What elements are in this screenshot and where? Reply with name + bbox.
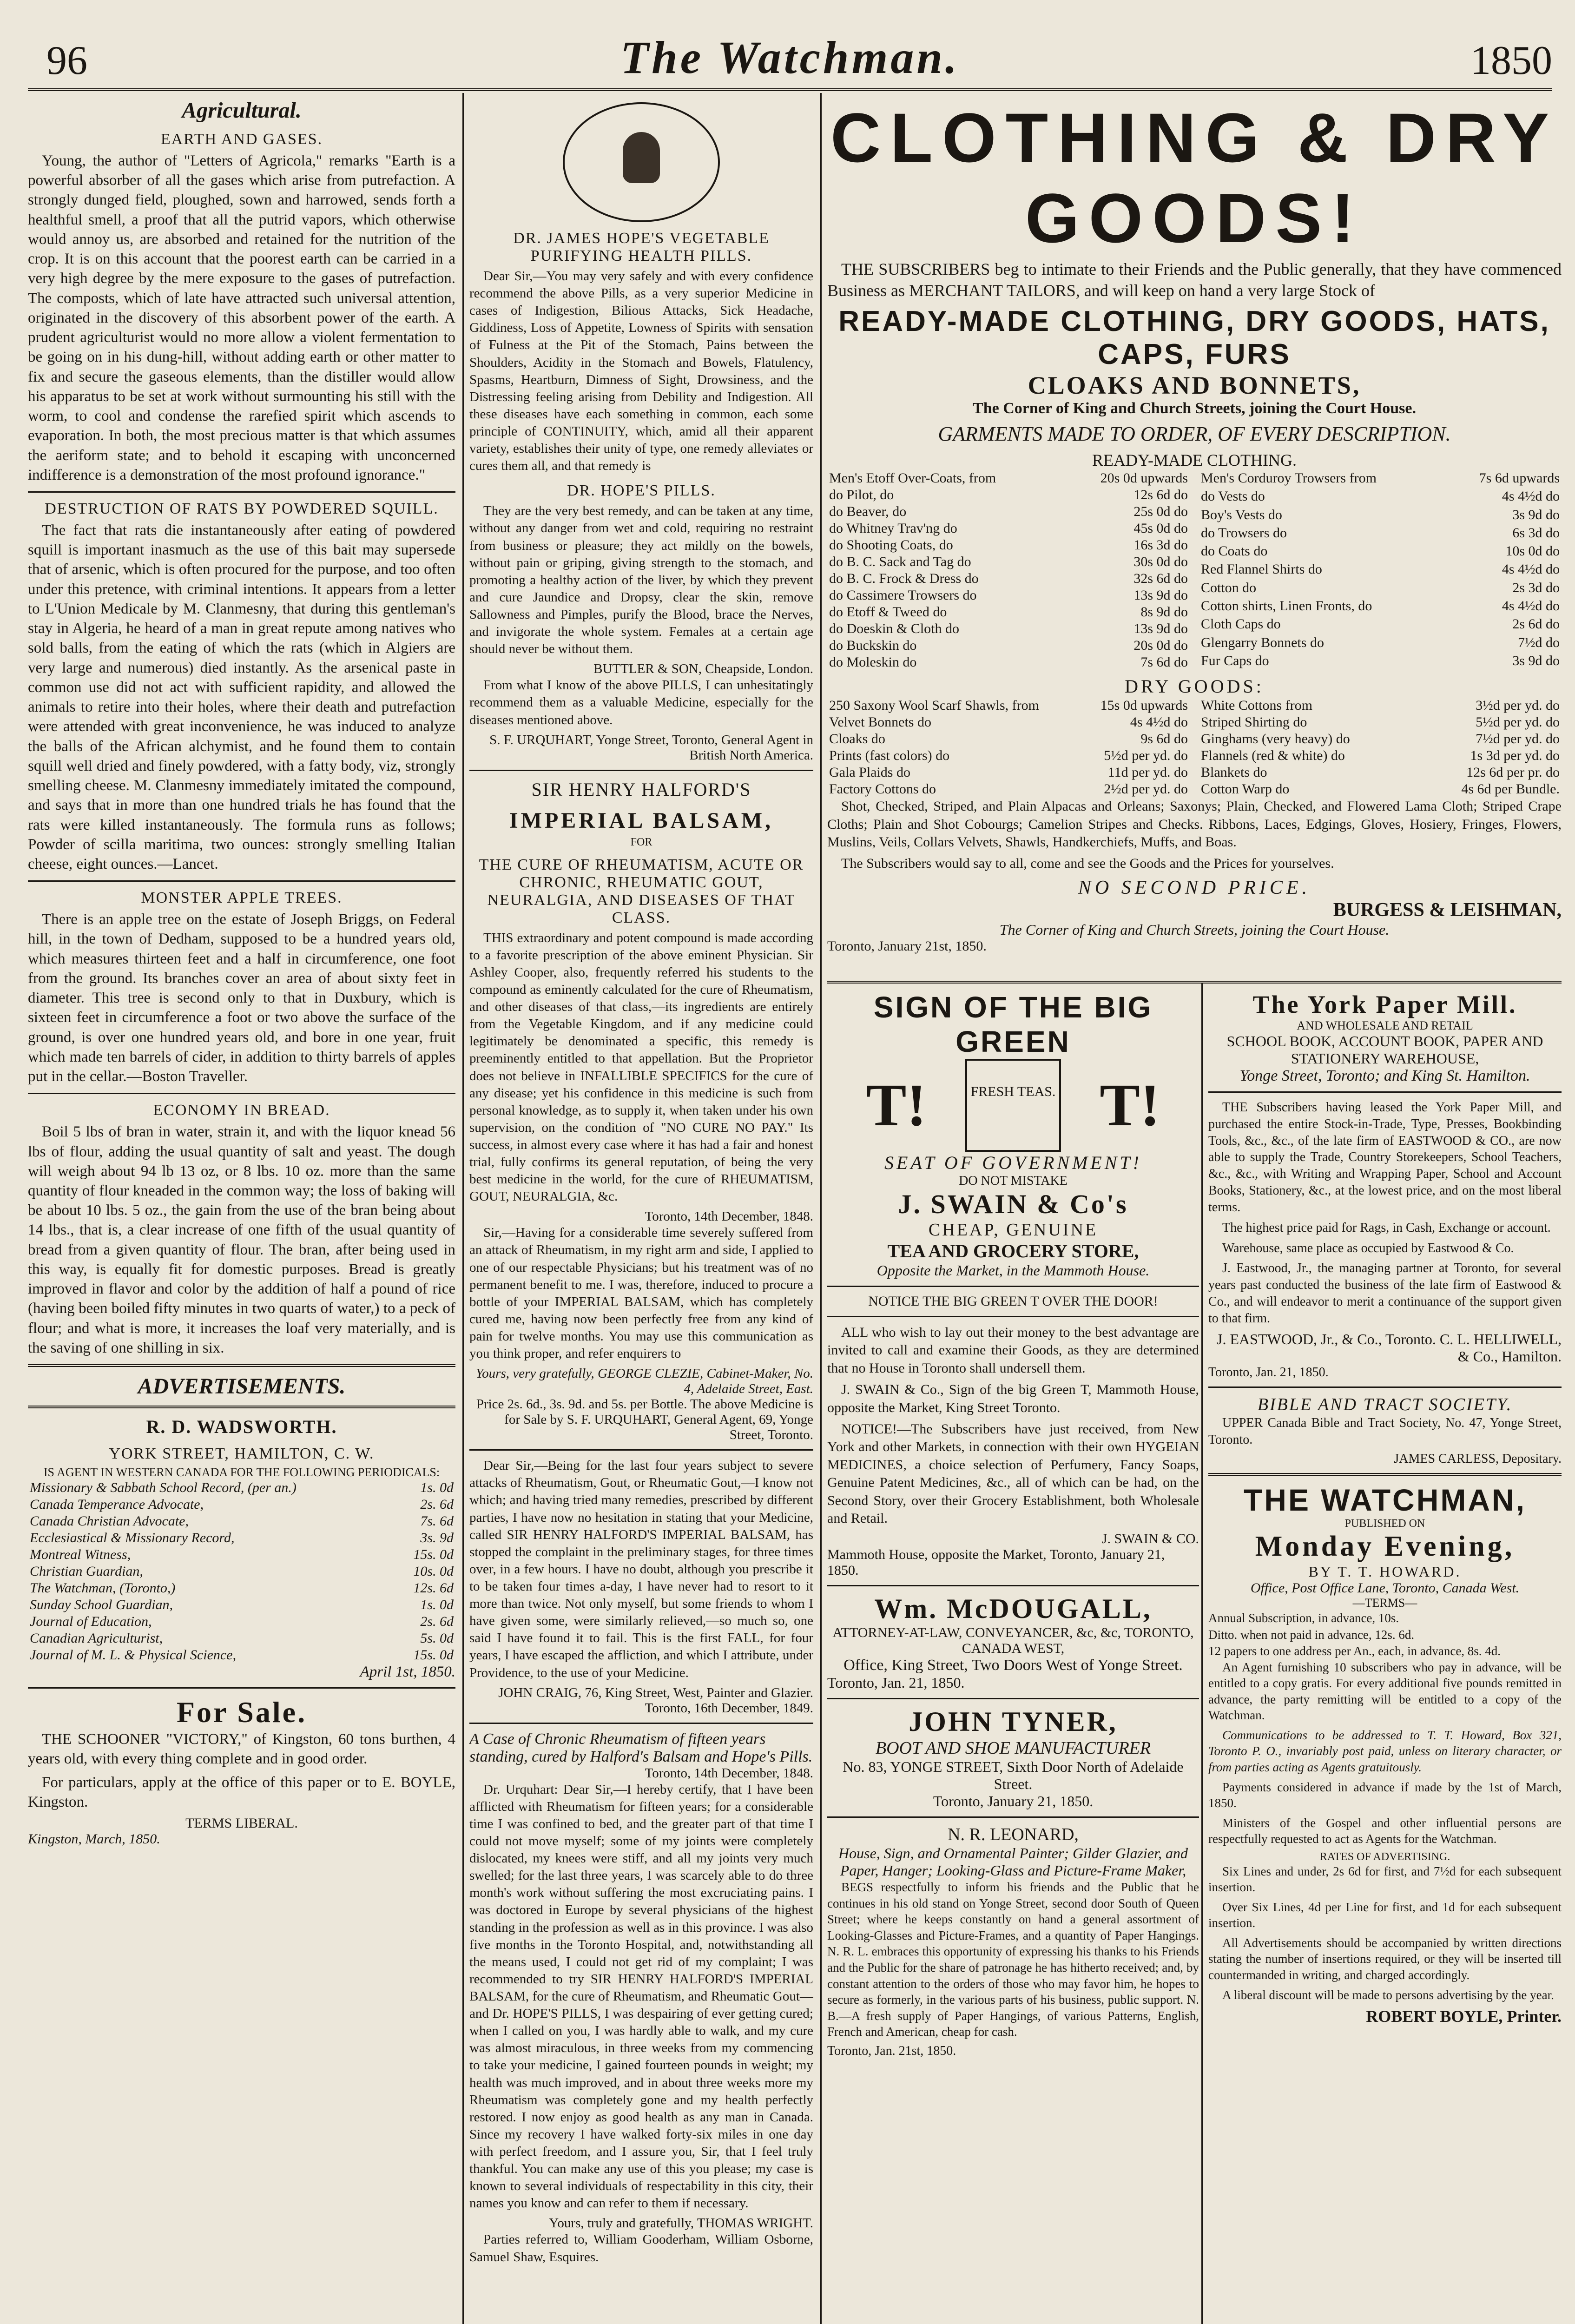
bible-text: UPPER Canada Bible and Tract Society, No. 47, Yonge Street, Toronto.: [1208, 1415, 1562, 1447]
periodicals-list: [28, 1479, 455, 1664]
tea-t-left: T!: [866, 1072, 927, 1139]
wadsworth-name: R. D. WADSWORTH.: [146, 1416, 337, 1438]
ready-made-row-cell: do Beaver, do: [829, 504, 907, 520]
watchman-title: THE WATCHMAN,: [1243, 1483, 1527, 1518]
tyner-date: Toronto, January 21, 1850.: [933, 1793, 1094, 1810]
pill-agent: S. F. URQUHART, Yonge Street, Toronto, General Agent in British North America.: [489, 732, 813, 763]
tea-store: TEA AND GROCERY STORE,: [887, 1241, 1139, 1261]
ready-made-row-cell: 3s 9d do: [1512, 653, 1560, 668]
dry-goods-row: [827, 697, 1190, 714]
watchman-agent-text: An Agent furnishing 10 subscribers who pay in advance, will be entitled to a copy gratis. For every additional five pounds remitted in advance, the party remitting will be entitled to a copy of the Watchman.: [1208, 1660, 1562, 1723]
york-text-4: J. Eastwood, Jr., the managing partner at Toronto, for several years past conducted the business of the late firm of Eastwood & Co., and will endeavor to merit a continuance of the support given to that firm.: [1208, 1261, 1562, 1326]
periodical-row-cell: 15s. 0d: [413, 1647, 454, 1663]
watchman-liberal: A liberal discount will be made to persons advertising by the year.: [1222, 1987, 1554, 2002]
ready-made-row-cell: 13s 9d do: [1133, 621, 1188, 637]
for-sale-terms: TERMS LIBERAL.: [185, 1816, 298, 1831]
periodical-row: [28, 1546, 455, 1563]
dry-goods-row-cell: 9s 6d do: [1140, 731, 1188, 747]
dry-goods-row-cell: Ginghams (very heavy) do: [1201, 731, 1350, 747]
dry-goods-row-cell: 12s 6d per pr. do: [1466, 765, 1560, 780]
ready-made-row-cell: Men's Etoff Over-Coats, from: [829, 470, 996, 486]
ready-made-row-cell: do Buckskin do: [829, 638, 917, 654]
ready-made-title: READY-MADE CLOTHING.: [1092, 451, 1297, 470]
portrait-medallion-icon: [563, 102, 720, 222]
ready-made-list-left: [827, 470, 1190, 671]
dry-goods-row-cell: Blankets do: [1201, 765, 1267, 780]
ready-made-row-cell: do Shooting Coats, do: [829, 537, 953, 553]
column-rule-3: [1201, 983, 1203, 2324]
periodical-row-cell: 1s. 0d: [420, 1480, 454, 1496]
york-text-3: Warehouse, same place as occupied by Eastwood & Co.: [1222, 1241, 1514, 1255]
column-paper-mill-watchman: [1208, 990, 1562, 2324]
periodical-row-cell: Missionary & Sabbath School Record, (per an.): [30, 1480, 297, 1496]
ready-made-row: [1199, 525, 1562, 543]
ready-made-row: [1199, 507, 1562, 525]
watchman-over-six: Over Six Lines, 4d per Line for first, and 1d for each subsequent insertion.: [1208, 1900, 1562, 1930]
ready-made-row: [827, 537, 1190, 554]
periodical-row: [28, 1647, 455, 1664]
dry-goods-row: [1199, 697, 1562, 714]
ready-made-row-cell: 12s 6d do: [1133, 487, 1188, 503]
ready-made-row-cell: Fur Caps do: [1201, 653, 1269, 668]
section-agricultural: Agricultural.: [182, 98, 302, 123]
bible-signature: JAMES CARLESS, Depositary.: [1394, 1452, 1562, 1466]
pill-text: Dear Sir,—You may very safely and with every confidence recommend the above Pills, as a very superior Medicine in cases of Indigestion, Bilious Attacks, Sick Headache, Giddiness, Loss of Appetite, Lowness of Spirits with sensation of Fulness at the Pit of the Stomach, Pains between the Shoulders, Acidity in the Stomach and Bowels, Flatulency, Spasms, Heartburn, Dimness of Sight, Drowsiness, and the Distressing feeling arising from Debility and Indigestion. All these diseases have each something in common, each some principle of CONTINUITY, which, amid all their apparent variety, establishes their unity of type, one remedy alleviates or cures them all, and that remedy is: [469, 269, 813, 474]
york-school: SCHOOL BOOK, ACCOUNT BOOK, PAPER AND STATIONERY WAREHOUSE,: [1226, 1033, 1543, 1067]
halford-letter-2: Dear Sir,—Being for the last four years subject to severe attacks of Rheumatism, Gout, or Rheumatic Gout,—I know not which; and having tried many remedies, prescribed by different parties, I have now no hesitation in stating that your Medicine, called SIR HENRY HALFORD'S IMPERIAL BALSAM, has stopped the complaint in the preliminary stages, for three times over, in a few hours. I have no doubt, although you prescribe it to be taken four times a-day, I have never had to resort to it more than twice. Not only myself, but some friends to whom I have given some, were similarly relieved,—so much so, one said I have found it to fail. This is the first FALL, for four years, I have escaped the affliction, and which I attribute, under Providence, to the use of your Medicine.: [469, 1458, 813, 1680]
ready-made-row: [827, 554, 1190, 570]
ready-made-row-cell: 2s 6d do: [1512, 616, 1560, 632]
mcdougall-office: Office, King Street, Two Doors West of Yonge Street.: [844, 1657, 1183, 1674]
tea-headline: SIGN OF THE BIG GREEN: [873, 990, 1153, 1058]
tea-mistake: DO NOT MISTAKE: [959, 1174, 1068, 1188]
year: 1850: [1470, 38, 1552, 83]
bible-title: BIBLE AND TRACT SOCIETY.: [1257, 1394, 1513, 1414]
periodical-row-cell: 12s. 6d: [413, 1580, 454, 1596]
periodical-row: [28, 1530, 455, 1546]
york-text-2: The highest price paid for Rags, in Cash, Exchange or account.: [1222, 1220, 1551, 1235]
ready-made-row-cell: 3s 9d do: [1512, 507, 1560, 522]
ready-made-row: [827, 587, 1190, 604]
periodical-row-cell: 3s. 9d: [420, 1530, 454, 1546]
dry-goods-row: [827, 781, 1190, 798]
halford-letter-1: Sir,—Having for a considerable time severely suffered from an attack of Rheumatism, in my right arm and side, I applied to one of our respectable Physicians; but his treatment was of no permanent benefit to me. I was, therefore, induced to procure a bottle of your IMPERIAL BALSAM, which has completely cured me, having now been perfectly free from any kind of pain for twelve months. You may use this communication as you think proper, and refer enquirers to: [469, 1225, 813, 1361]
wadsworth-agent: IS AGENT IN WESTERN CANADA FOR THE FOLLOWING PERIODICALS:: [43, 1466, 440, 1479]
tea-seat: SEAT OF GOVERNMENT!: [884, 1152, 1142, 1173]
periodical-row-cell: Sunday School Guardian,: [30, 1597, 173, 1613]
tea-opposite: Opposite the Market, in the Mammoth House.: [876, 1262, 1150, 1279]
ready-made-row-cell: Glengarry Bonnets do: [1201, 634, 1324, 650]
masthead: [28, 19, 1552, 88]
dry-goods-row-cell: 4s 6d per Bundle.: [1461, 781, 1560, 797]
ready-made-row-cell: 16s 3d do: [1133, 537, 1188, 553]
halford-balsam: IMPERIAL BALSAM,: [509, 808, 774, 833]
no-second-price: NO SECOND PRICE.: [1078, 877, 1311, 898]
for-sale-title: For Sale.: [176, 1696, 307, 1729]
leonard-text: BEGS respectfully to inform his friends and the Public that he continues in his old stand on Yonge Street, second door South of Queen Street; where he keeps constantly on hand a general assortment of Looking-Glasses and Picture-Frames, and a quantity of Paper Hangings. N. R. L. embraces this opportunity of expressing his thanks to his Friends and the Public for the share of patronage he has hitherto received; and, by constant attention to the orders of those who may favor him, he hopes to secure as formerly, in the various parts of his business, public support. N. B.—A fresh supply of Paper Hangings, of various Patterns, English, French and American, cheap for cash.: [827, 1880, 1199, 2039]
ready-made-row: [827, 503, 1190, 520]
apple-text: There is an apple tree on the estate of Joseph Briggs, on Federal hill, in the town of Dedham, supposed to be a hundred years old, which measures thirteen feet and a half in circumference, one foot from the ground. Its branches cover an area of about sixty feet in diameter. This tree is second only to that in Duxbury, which is sixteen feet in circumference a foot or two above the surface of the ground, is over one hundred years old, and bore in one year, fruit which made ten barrels of cider, in addition to thirty barrels of apples put in the cellar.—Boston Traveller.: [28, 911, 455, 1085]
ready-made-row-cell: 7s 6d upwards: [1479, 470, 1560, 486]
ready-made-row: [827, 637, 1190, 654]
periodical-row-cell: 2s. 6d: [420, 1497, 454, 1512]
dry-goods-row-cell: 1s 3d per yd. do: [1470, 748, 1560, 764]
watchman-all-ads: All Advertisements should be accompanied by written directions stating the number of insertions required, or they will be inserted till countermanded in writing, and charged accordingly.: [1208, 1935, 1562, 1982]
wadsworth-address: YORK STREET, HAMILTON, C. W.: [109, 1445, 375, 1463]
burgess-name: BURGESS & LEISHMAN,: [1333, 899, 1562, 921]
clothing-corner: The Corner of King and Church Streets, joining the Court House.: [973, 400, 1416, 417]
ready-made-row-cell: do Vests do: [1201, 489, 1265, 504]
ready-made-row-cell: 30s 0d do: [1133, 554, 1188, 570]
ready-made-row-cell: Men's Corduroy Trowsers from: [1201, 470, 1377, 486]
york-title: The York Paper Mill.: [1252, 990, 1517, 1018]
ready-made-row-cell: do Moleskin do: [829, 654, 917, 670]
tea-notice-2: NOTICE!—The Subscribers have just received, from New York and other Markets, in connection with their own HYGEIAN MEDICINES, a choice selection of Perfumery, Fancy Soaps, Genuine Patent Medicines, &c., all of which can be had, on the Second Story, over their Grocery Establishment, both Wholesale and Retail.: [827, 1421, 1199, 1526]
dry-goods-text: Shot, Checked, Striped, and Plain Alpacas and Orleans; Saxonys; Plain, Checked, and Flowered Lama Cloth; Striped Crape Cloths; Plain and Shot Cobourgs; Camelion Stripes and Checks. Ribbons, Laces, Edgings, Gloves, Hosiery, Fringes, Flowers, Muslins, Veils, Collars Velvets, Shawls, Handkerchiefs, Muffs, and Boas.: [827, 799, 1562, 850]
dry-goods-row-cell: 5½d per yd. do: [1104, 748, 1188, 764]
wadsworth-date: April 1st, 1850.: [360, 1664, 455, 1681]
tea-text-2: J. SWAIN & Co., Sign of the big Green T, Mammoth House, opposite the Market, King Street Toronto.: [827, 1382, 1199, 1415]
clothing-headline: CLOTHING & DRY GOODS!: [830, 99, 1559, 257]
leonard-date: Toronto, Jan. 21st, 1850.: [827, 2043, 956, 2058]
ready-made-row-cell: 32s 6d do: [1133, 571, 1188, 587]
mcdougall-title: ATTORNEY-AT-LAW, CONVEYANCER, &c, &c, TORONTO, CANADA WEST,: [832, 1625, 1194, 1657]
ready-made-row-cell: 4s 4½d do: [1502, 489, 1560, 504]
chronic-referees: Parties referred to, William Gooderham, William Osborne, Samuel Shaw, Esquires.: [469, 2232, 813, 2265]
clothing-cloaks: CLOAKS AND BONNETS,: [1028, 371, 1361, 400]
bread-title: ECONOMY IN BREAD.: [153, 1102, 330, 1119]
dry-goods-row-cell: Gala Plaids do: [829, 765, 910, 780]
pill-seller: BUTTLER & SON, Cheapside, London.: [593, 661, 813, 677]
ready-made-row-cell: do Whitney Trav'ng do: [829, 521, 957, 536]
pill-title: DR. JAMES HOPE'S VEGETABLE PURIFYING HEALTH PILLS.: [513, 230, 770, 264]
clothing-stock: READY-MADE CLOTHING, DRY GOODS, HATS, CAPS, FURS: [838, 305, 1550, 371]
tea-signature-2: Mammoth House, opposite the Market, Toronto, January 21, 1850.: [827, 1547, 1165, 1578]
ready-made-row-cell: 2s 3d do: [1512, 580, 1560, 595]
york-date: Toronto, Jan. 21, 1850.: [1208, 1365, 1329, 1380]
watchman-rates: RATES OF ADVERTISING.: [1319, 1850, 1450, 1863]
ready-made-row-cell: 20s 0d upwards: [1100, 470, 1188, 486]
bread-text: Boil 5 lbs of bran in water, strain it, and with the liquor knead 56 lbs of flour, adding the usual quantity of salt and yeast. The dough will weigh about 94 lb 13 oz, or 8 lbs. 10 oz. more than the same quantity of flour kneaded in the common way; the loss of baking will be about 10 lbs. 5 oz., the gain from the use of the bran being about 14 lbs., that is, a clear increase of one fifth of the usual quantity of bread from a given quantity of flour. The bran, after being used in this way, is equally fit for domestic purposes. Bread is greatly improved in flavor and color by the addition of half a pound of rice (having been boiled fifty minutes in two quarts of water,) to a peck of flour; and what is more, it increases the loaf very materially, and is the saving of one shilling in six.: [28, 1123, 455, 1356]
watchman-communications: Communications to be addressed to T. T. Howard, Box 321, Toronto P. O., invariably post paid, unless on literary character, or from parties acting as Agents gratuitously.: [1208, 1728, 1562, 1774]
periodical-row: [28, 1513, 455, 1530]
clothing-intro: THE SUBSCRIBERS beg to intimate to their Friends and the Public generally, that they have commenced Business as MERCHANT TAILORS, and will keep on hand a very large Stock of: [827, 260, 1562, 300]
rats-title: DESTRUCTION OF RATS BY POWDERED SQUILL.: [45, 500, 439, 517]
leonard-name: N. R. LEONARD,: [948, 1825, 1079, 1845]
ready-made-row-cell: 7s 6d do: [1140, 654, 1188, 670]
ready-made-row: [827, 654, 1190, 671]
pill-remedy: DR. HOPE'S PILLS.: [567, 482, 716, 500]
for-sale-text: THE SCHOONER "VICTORY," of Kingston, 60 tons burthen, 4 years old, with every thing complete and in good order.: [28, 1731, 455, 1768]
york-sub: AND WHOLESALE AND RETAIL: [1297, 1019, 1473, 1032]
ready-made-row-cell: Red Flannel Shirts do: [1201, 561, 1322, 577]
york-address: Yonge Street, Toronto; and King St. Hamilton.: [1239, 1067, 1530, 1084]
rats-text: The fact that rats die instantaneously after eating of powdered squill is important inasmuch as the use of this bait may supersede that of arsenic, which is often procured for the purpose, and too often under this pretence, with criminal intentions. It appears from a letter to L'Union Medicale by M. Clanmesny, that during this gentleman's stay in Algeria, he heard of a man in great repute among natives who sold balls, from the eating of which the rats (which in Algiers are very large and numerous) died instantly. As the arsenical paste in common use did not act with sufficient rapidity, and allowed the animals to retire into their holes, where their death and putrefaction were attended with great inconvenience, he was induced to analyze the balls of the African alchymist, and he found them to contain squill well dried and finely powdered, with a fatty body, viz, strongly smelling cheese. M. Clanmesny immediately imitated the compound, and says that in more than one hundred trials he has found that the rats were killed instantaneously. The formula runs as follows; Powder of scilla maritima, two ounces: strongly smelling Italian cheese, eight ounces.—Lancet.: [28, 522, 455, 872]
watchman-by: BY T. T. HOWARD.: [1308, 1563, 1462, 1580]
chronic-text: Dr. Urquhart: Dear Sir,—I hereby certify, that I have been afflicted with Rheumatism for fifteen years; for a considerable time I was confined to bed, and the greater part of that time I could not move myself; some of my joints were completely dislocated, my knees were stiff, and all my joints very much swelled; for the last three years, I was scarcely able to do three month's work without suffering the most excruciating pains. I was doctored in Europe by several physicians of the highest standing in the profession as well as in this province. I was also five months in the Toronto Hospital, and, notwithstanding all the means used, I could not get rid of my complaint; I was recommended to try SIR HENRY HALFORD'S IMPERIAL BALSAM, for the cure of Rheumatism, and Rheumatic Gout—and Dr. HOPE'S PILLS, I was despairing of ever getting cured; when I called on you, I was hardly able to walk, and my cure was almost miraculous, in three weeks from my commencing to take your medicine, I gained fourteen pounds in weight; my health was much improved, and in about three weeks more my Rheumatism was completely gone and my health perfectly restored. I now enjoy as good health as any man in Canada. Since my recovery I have walked forty-six miles in one day with perfect freedom, and I assure you, Sir, that I feel truly thankful. You can make any use of this you please; my case is known to several individuals of respectability in this city, their names you know and can refer to them if necessary.: [469, 1782, 813, 2211]
masthead-rule: [28, 88, 1552, 91]
periodical-row-cell: Journal of Education,: [30, 1614, 152, 1630]
ready-made-row-cell: do Doeskin & Cloth do: [829, 621, 960, 637]
section-advertisements: ADVERTISEMENTS.: [138, 1374, 346, 1399]
page-number: 96: [46, 38, 87, 83]
ready-made-row-cell: do Etoff & Tweed do: [829, 604, 947, 620]
dry-goods-row: [1199, 747, 1562, 764]
periodical-row: [28, 1630, 455, 1647]
dry-goods-row: [1199, 764, 1562, 781]
periodical-row-cell: 7s. 6d: [420, 1513, 454, 1529]
dry-goods-row: [1199, 731, 1562, 747]
periodical-row: [28, 1563, 455, 1580]
ready-made-row-cell: 7½d do: [1518, 634, 1560, 650]
dry-goods-list-right: [1199, 697, 1562, 798]
clothing-rule: [827, 981, 1562, 984]
york-signature: J. EASTWOOD, Jr., & Co., Toronto. C. L. HELLIWELL, & Co., Hamilton.: [1217, 1330, 1562, 1365]
burgess-corner: The Corner of King and Church Streets, joining the Court House.: [999, 921, 1390, 938]
dry-goods-row: [827, 747, 1190, 764]
chronic-signature: Yours, truly and gratefully, THOMAS WRIGHT.: [549, 2216, 813, 2231]
ready-made-row-cell: do B. C. Sack and Tag do: [829, 554, 971, 570]
ready-made-row-cell: 13s 9d do: [1133, 588, 1188, 603]
periodical-row-cell: Canada Temperance Advocate,: [30, 1497, 204, 1512]
halford-for: FOR: [630, 836, 652, 848]
tyner-name: JOHN TYNER,: [909, 1706, 1118, 1737]
periodical-row-cell: 1s. 0d: [420, 1597, 454, 1613]
ready-made-row: [827, 570, 1190, 587]
ready-made-row: [827, 470, 1190, 487]
dry-goods-row-cell: 250 Saxony Wool Scarf Shawls, from: [829, 698, 1039, 713]
pill-text-3: From what I know of the above PILLS, I can unhesitatingly recommend them as a valuable Medicine, especially for the diseases mentioned above.: [469, 678, 813, 727]
halford-price: Price 2s. 6d., 3s. 9d. and 5s. per Bottle. The above Medicine is for Sale by S. F. URQUHART, General Agent, 69, Yonge Street, Toronto.: [476, 1397, 813, 1443]
dry-goods-row-cell: Cotton Warp do: [1201, 781, 1290, 797]
periodical-row: [28, 1597, 455, 1613]
dry-goods-say: The Subscribers would say to all, come and see the Goods and the Prices for yourselves.: [841, 856, 1334, 872]
printer-name: ROBERT BOYLE, Printer.: [1366, 2007, 1562, 2026]
watchman-terms: —TERMS—: [1352, 1596, 1417, 1610]
tyner-trade: BOOT AND SHOE MANUFACTURER: [875, 1738, 1151, 1758]
periodical-row-cell: Ecclesiastical & Missionary Record,: [30, 1530, 235, 1546]
paper-title: The Watchman.: [620, 32, 960, 83]
watchman-office: Office, Post Office Lane, Toronto, Canada West.: [1250, 1580, 1520, 1596]
column-medicines: [469, 98, 813, 2324]
dry-goods-row-cell: Flannels (red & white) do: [1201, 748, 1345, 764]
ready-made-row-cell: 20s 0d do: [1133, 638, 1188, 654]
watchman-six-lines: Six Lines and under, 2s 6d for first, and 7½d for each subsequent insertion.: [1208, 1864, 1562, 1895]
clothing-garments: GARMENTS MADE TO ORDER, OF EVERY DESCRIPTION.: [938, 423, 1451, 446]
dry-goods-row: [827, 714, 1190, 731]
chronic-date: Toronto, 14th December, 1848.: [645, 1765, 813, 1781]
tea-notice: NOTICE THE BIG GREEN T OVER THE DOOR!: [868, 1294, 1158, 1309]
dry-goods-row: [1199, 781, 1562, 798]
ready-made-row: [827, 487, 1190, 503]
tea-t-right: T!: [1100, 1072, 1160, 1139]
periodical-row-cell: Canada Christian Advocate,: [30, 1513, 189, 1529]
dry-goods-row-cell: Prints (fast colors) do: [829, 748, 950, 764]
ready-made-row-cell: 6s 3d do: [1512, 525, 1560, 541]
ready-made-row: [1199, 653, 1562, 671]
ready-made-row-cell: Cloth Caps do: [1201, 616, 1281, 632]
ready-made-row-cell: 25s 0d do: [1133, 504, 1188, 520]
dry-goods-row-cell: White Cottons from: [1201, 698, 1312, 713]
halford-date: Toronto, 14th December, 1848.: [645, 1209, 813, 1224]
ready-made-row-cell: Cotton do: [1201, 580, 1257, 595]
ready-made-row-cell: do Pilot, do: [829, 487, 894, 503]
dry-goods-row-cell: 4s 4½d do: [1130, 714, 1188, 730]
periodical-row-cell: Christian Guardian,: [30, 1564, 143, 1579]
watchman-published: PUBLISHED ON: [1344, 1518, 1425, 1530]
ready-made-row: [1199, 543, 1562, 561]
column-tea-law-boots: [827, 990, 1199, 2324]
ready-made-row: [1199, 580, 1562, 598]
column-agricultural: [28, 98, 455, 2324]
watchman-papers: 12 papers to one address per An., each, in advance, 8s. 4d.: [1208, 1644, 1501, 1658]
tea-signature: J. SWAIN & CO.: [1101, 1531, 1199, 1547]
periodical-row-cell: Canadian Agriculturist,: [30, 1631, 163, 1646]
halford-signature-1: Yours, very gratefully, GEORGE CLEZIE, Cabinet-Maker, No. 4, Adelaide Street, East.: [475, 1366, 813, 1397]
ready-made-row: [1199, 470, 1562, 488]
dry-goods-row-cell: 15s 0d upwards: [1100, 698, 1188, 713]
watchman-ministers: Ministers of the Gospel and other influential persons are respectfully requested to act as Agents for the Watchman.: [1208, 1816, 1562, 1846]
watchman-payments: Payments considered in advance if made by the 1st of March, 1850.: [1208, 1780, 1562, 1810]
watchman-annual: Annual Subscription, in advance, 10s.: [1208, 1611, 1399, 1625]
halford-title: SIR HENRY HALFORD'S: [531, 779, 751, 800]
watchman-ditto: Ditto. when not paid in advance, 12s. 6d.: [1208, 1627, 1415, 1642]
dry-goods-row-cell: 11d per yd. do: [1107, 765, 1188, 780]
dry-goods-row-cell: Velvet Bonnets do: [829, 714, 931, 730]
periodical-row-cell: 10s. 0d: [413, 1564, 454, 1579]
halford-text: THIS extraordinary and potent compound is made according to a favorite prescription of the above eminent Physician. Sir Ashley Cooper, also, frequently referred his students to the compound as eminently calculated for the cure of Rheumatism, and other diseases of that class,—its ingredients are entirely from the Vegetable Kingdom, and if any medicine could legitimately be denominated a specific, this remedy is preeminently entitled to that appellation. But the Proprietor does not believe in INFALLIBLE SPECIFICS for the cure of any disease; yet his confidence in this medicine is such from personal knowledge, as to supply it, when taken under his own supervision, on the condition of "NO CURE NO PAY." Its success, in almost every case where it has had a fair and honest trial, fully confirms its general reputation, of being the very best medicine in the world, for the cure of RHEUMATISM, GOUT, NEURALGIA, &c.: [469, 930, 813, 1204]
ready-made-row: [1199, 561, 1562, 579]
ready-made-row: [1199, 598, 1562, 616]
tea-box-icon: FRESH TEAS.: [965, 1059, 1061, 1152]
dry-goods-row-cell: 2½d per yd. do: [1104, 781, 1188, 797]
dry-goods-row-cell: 3½d per yd. do: [1476, 698, 1560, 713]
dry-goods-row-cell: Cloaks do: [829, 731, 885, 747]
ready-made-row-cell: 8s 9d do: [1140, 604, 1188, 620]
dry-goods-list-left: [827, 697, 1190, 798]
ready-made-row-cell: Boy's Vests do: [1201, 507, 1282, 522]
ready-made-row: [1199, 616, 1562, 634]
periodical-row: [28, 1496, 455, 1513]
ready-made-row: [827, 621, 1190, 637]
periodical-row-cell: The Watchman, (Toronto,): [30, 1580, 176, 1596]
periodical-row-cell: 5s. 0d: [420, 1631, 454, 1646]
apple-title: MONSTER APPLE TREES.: [141, 889, 343, 907]
mcdougall-name: Wm. McDOUGALL,: [874, 1593, 1152, 1624]
periodical-row: [28, 1613, 455, 1630]
periodical-row-cell: 2s. 6d: [420, 1614, 454, 1630]
mcdougall-date: Toronto, Jan. 21, 1850.: [827, 1674, 965, 1691]
column-rule-1: [462, 93, 464, 2324]
chronic-title: A Case of Chronic Rheumatism of fifteen years standing, cured by Halford's Balsam and Hope's Pills.: [469, 1730, 813, 1765]
leonard-trade: House, Sign, and Ornamental Painter; Gilder Glazier, and Paper, Hanger; Looking-Glass and Picture-Frame Maker,: [838, 1845, 1188, 1879]
halford-cure: THE CURE OF RHEUMATISM, ACUTE OR CHRONIC, RHEUMATIC GOUT, NEURALGIA, AND DISEASES OF THAT CLASS.: [479, 856, 804, 926]
tea-cheap: CHEAP, GENUINE: [928, 1220, 1098, 1240]
ready-made-row-cell: 45s 0d do: [1133, 521, 1188, 536]
ready-made-row-cell: 4s 4½d do: [1502, 598, 1560, 614]
periodical-row-cell: Journal of M. L. & Physical Science,: [30, 1647, 237, 1663]
dry-goods-title: DRY GOODS:: [1125, 676, 1264, 697]
column-rule-2: [820, 93, 822, 2324]
tyner-address: No. 83, YONGE STREET, Sixth Door North of Adelaide Street.: [843, 1758, 1184, 1793]
periodical-row: [28, 1580, 455, 1597]
ready-made-row-cell: 10s 0d do: [1505, 543, 1560, 559]
ready-made-list-right: [1199, 470, 1562, 671]
ready-made-row: [827, 604, 1190, 621]
halford-signature-2: JOHN CRAIG, 76, King Street, West, Painter and Glazier. Toronto, 16th December, 1849.: [498, 1685, 813, 1716]
ready-made-row-cell: do Cassimere Trowsers do: [829, 588, 977, 603]
earth-title: EARTH AND GASES.: [160, 131, 323, 148]
pill-text-2: They are the very best remedy, and can be taken at any time, without any danger from wet and cold, requiring no restraint from business or pleasure; they act mildly on the bowels, without pain or griping, giving strength to the stomach, and promoting a healthy action of the liver, by which they prevent and cure Jaundice and Dropsy, clear the skin, remove Sallowness and Pimples, purify the Blood, brace the Nerves, and invigorate the whole system. Females at a certain age should never be without them.: [469, 503, 813, 657]
ready-made-row-cell: do Trowsers do: [1201, 525, 1287, 541]
clothing-advertisement: [827, 98, 1562, 981]
ready-made-row: [1199, 488, 1562, 506]
tea-text: ALL who wish to lay out their money to the best advantage are invited to call and examine their Goods, as they are determined that no House in Toronto shall undersell them.: [827, 1325, 1199, 1376]
for-sale-apply: For particulars, apply at the office of this paper or to E. BOYLE, Kingston.: [28, 1774, 455, 1810]
ready-made-row-cell: do B. C. Frock & Dress do: [829, 571, 979, 587]
periodical-row: [28, 1479, 455, 1496]
dry-goods-row: [827, 731, 1190, 747]
burgess-date: Toronto, January 21st, 1850.: [827, 938, 987, 954]
dry-goods-row-cell: Factory Cottons do: [829, 781, 936, 797]
earth-text: Young, the author of "Letters of Agricola," remarks "Earth is a powerful absorber of all the gases which arise from putrefaction. A strongly dunged field, ploughed, sown and harrowed, sends forth a healthful smell, a proof that all the putrid vapors, which otherwise would annoy us, are absorbed and retained for the nutrition of the crop. It is on this account that the poorest earth can be carried in a very high degree by the mere exposure to the gases of putrefaction. The composts, which of late have attracted such universal attention, originated in the discovery of this absorbent power of the earth. A prudent agriculturist would no more allow a violent fermentation to be going on in his dung-hill, without adding earth or other matter to fix and secure the gaseous elements, than the distiller would allow his apparatus to be set at work without surmounting his still with the worm, to cool and condense the rarefied spirit which ascends to evaporation. In both, the most precious matter is that which assumes the aeriform state; and to behold it escaping with unconcerned indifference is a demonstration of the most profound ignorance.": [28, 152, 455, 483]
york-text: THE Subscribers having leased the York Paper Mill, and purchased the entire Stock-in-Trade, Type, Presses, Bookbinding Tools, &c., &c., of the late firm of EASTWOOD & CO., are now able to supply the Trade, Country Storekeepers, School Teachers, &c., &c., with Writing and Wrapping Paper, School and Account Books, Stationery, &c., at the lowest price, and on the most liberal terms.: [1208, 1100, 1562, 1215]
ready-made-row-cell: 4s 4½d do: [1502, 561, 1560, 577]
for-sale-date: Kingston, March, 1850.: [28, 1831, 160, 1847]
tea-swain: J. SWAIN & Co's: [898, 1189, 1128, 1219]
periodical-row-cell: 15s. 0d: [413, 1547, 454, 1563]
dry-goods-row-cell: Striped Shirting do: [1201, 714, 1307, 730]
periodical-row-cell: Montreal Witness,: [30, 1547, 131, 1563]
ready-made-row-cell: Cotton shirts, Linen Fronts, do: [1201, 598, 1372, 614]
dry-goods-row-cell: 5½d per yd. do: [1476, 714, 1560, 730]
ready-made-row: [1199, 634, 1562, 653]
ready-made-row: [827, 520, 1190, 537]
ready-made-row-cell: do Coats do: [1201, 543, 1268, 559]
dry-goods-row: [827, 764, 1190, 781]
watchman-day: Monday Evening,: [1255, 1531, 1515, 1563]
dry-goods-row: [1199, 714, 1562, 731]
dry-goods-row-cell: 7½d per yd. do: [1476, 731, 1560, 747]
